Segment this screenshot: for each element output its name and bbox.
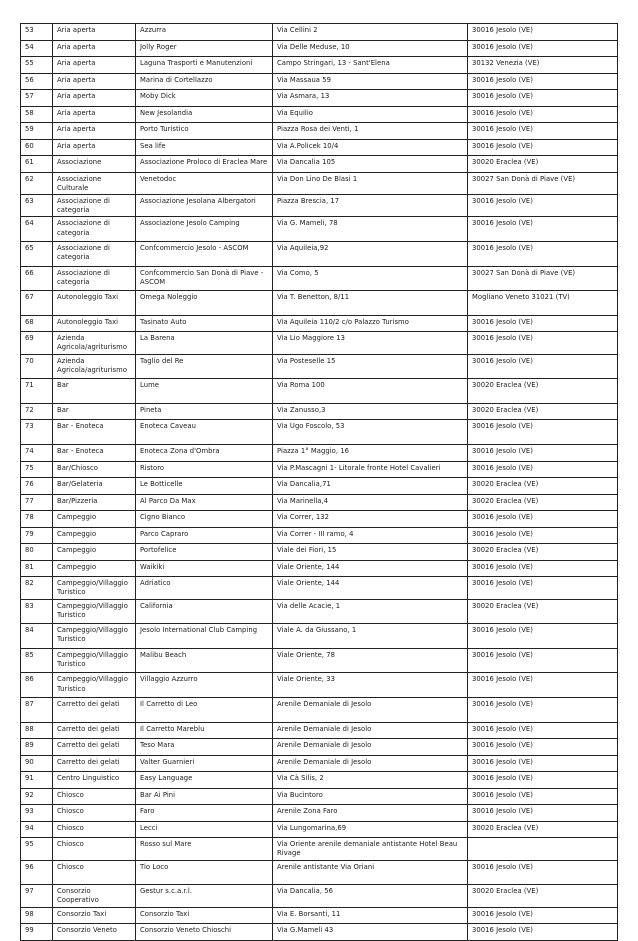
category-cell: Associazione bbox=[53, 156, 136, 173]
row-number-cell: 80 bbox=[21, 544, 53, 561]
row-number-cell: 82 bbox=[21, 577, 53, 599]
name-cell: Faro bbox=[136, 805, 273, 822]
city-cell: 30020 Eraclea (VE) bbox=[468, 478, 618, 495]
row-number-cell: 56 bbox=[21, 73, 53, 90]
name-cell: Laguna Trasporti e Manutenzioni bbox=[136, 57, 273, 74]
row-number-cell: 64 bbox=[21, 217, 53, 242]
address-cell: Via Marinella,4 bbox=[273, 494, 468, 511]
name-cell: Pineta bbox=[136, 403, 273, 420]
address-cell: Via P.Mascagni 1- Litorale fronte Hotel Cavalieri bbox=[273, 461, 468, 478]
address-cell: Arenile Demaniale di Jesolo bbox=[273, 698, 468, 723]
city-cell: 30027 San Donà di Piave (VE) bbox=[468, 172, 618, 194]
category-cell: Aria aperta bbox=[53, 40, 136, 57]
row-number-cell: 55 bbox=[21, 57, 53, 74]
city-cell: 30020 Eraclea (VE) bbox=[468, 544, 618, 561]
row-number-cell: 73 bbox=[21, 420, 53, 445]
address-cell: Viale Oriente, 144 bbox=[273, 577, 468, 599]
table-row bbox=[21, 788, 618, 805]
name-cell: Bar Ai Pini bbox=[136, 788, 273, 805]
category-cell: Associazione Culturale bbox=[53, 172, 136, 194]
name-cell: Taglio del Re bbox=[136, 354, 273, 379]
table-row bbox=[21, 445, 618, 462]
city-cell bbox=[468, 838, 618, 860]
name-cell: Portofelice bbox=[136, 544, 273, 561]
table-row bbox=[21, 139, 618, 156]
address-cell: Via Delle Meduse, 10 bbox=[273, 40, 468, 57]
city-cell: 30016 Jesolo (VE) bbox=[468, 624, 618, 649]
name-cell: California bbox=[136, 599, 273, 624]
address-cell: Arenile Zona Faro bbox=[273, 805, 468, 822]
name-cell: Associazione Proloco di Eraclea Mare bbox=[136, 156, 273, 173]
name-cell: Waikiki bbox=[136, 560, 273, 577]
city-cell: 30016 Jesolo (VE) bbox=[468, 139, 618, 156]
city-cell: 30016 Jesolo (VE) bbox=[468, 241, 618, 266]
category-cell: Bar bbox=[53, 403, 136, 420]
name-cell: Venetodoc bbox=[136, 172, 273, 194]
row-number-cell: 61 bbox=[21, 156, 53, 173]
city-cell: 30016 Jesolo (VE) bbox=[468, 860, 618, 885]
name-cell: Rosso sul Mare bbox=[136, 838, 273, 860]
name-cell: Gestur s.c.a.r.l. bbox=[136, 885, 273, 907]
name-cell: Marina di Cortellazzo bbox=[136, 73, 273, 90]
row-number-cell: 60 bbox=[21, 139, 53, 156]
city-cell: 30020 Eraclea (VE) bbox=[468, 379, 618, 404]
category-cell: Campeggio bbox=[53, 527, 136, 544]
category-cell: Azienda Agricola/agriturismo bbox=[53, 332, 136, 354]
table-row bbox=[21, 90, 618, 107]
table-row bbox=[21, 461, 618, 478]
name-cell: Omega Noleggio bbox=[136, 291, 273, 316]
table-row bbox=[21, 24, 618, 41]
city-cell: Mogliano Veneto 31021 (TV) bbox=[468, 291, 618, 316]
table-row bbox=[21, 885, 618, 907]
row-number-cell: 89 bbox=[21, 739, 53, 756]
city-cell: 30016 Jesolo (VE) bbox=[468, 511, 618, 528]
category-cell: Chiosco bbox=[53, 838, 136, 860]
table-row bbox=[21, 354, 618, 379]
row-number-cell: 93 bbox=[21, 805, 53, 822]
row-number-cell: 69 bbox=[21, 332, 53, 354]
table-row bbox=[21, 577, 618, 599]
address-cell: Arenile Demaniale di Jesolo bbox=[273, 722, 468, 739]
name-cell: Consorzio Taxi bbox=[136, 907, 273, 924]
address-cell: Via Zanusso,3 bbox=[273, 403, 468, 420]
table-row bbox=[21, 924, 618, 941]
category-cell: Centro Linguistico bbox=[53, 772, 136, 789]
table-row bbox=[21, 511, 618, 528]
table-row bbox=[21, 821, 618, 838]
category-cell: Aria aperta bbox=[53, 123, 136, 140]
table-row bbox=[21, 599, 618, 624]
city-cell: 30016 Jesolo (VE) bbox=[468, 354, 618, 379]
address-cell: Piazza Rosa dei Venti, 1 bbox=[273, 123, 468, 140]
name-cell: Malibu Beach bbox=[136, 648, 273, 673]
table-row bbox=[21, 156, 618, 173]
city-cell: 30020 Eraclea (VE) bbox=[468, 821, 618, 838]
row-number-cell: 71 bbox=[21, 379, 53, 404]
name-cell: Valter Guarnieri bbox=[136, 755, 273, 772]
address-cell: Via E. Borsanti, 11 bbox=[273, 907, 468, 924]
city-cell: 30020 Eraclea (VE) bbox=[468, 156, 618, 173]
row-number-cell: 86 bbox=[21, 673, 53, 698]
table-row bbox=[21, 544, 618, 561]
row-number-cell: 77 bbox=[21, 494, 53, 511]
table-row bbox=[21, 907, 618, 924]
table-row bbox=[21, 838, 618, 860]
row-number-cell: 67 bbox=[21, 291, 53, 316]
row-number-cell: 85 bbox=[21, 648, 53, 673]
name-cell: Cigno Bianco bbox=[136, 511, 273, 528]
row-number-cell: 92 bbox=[21, 788, 53, 805]
name-cell: Confcommercio Jesolo - ASCOM bbox=[136, 241, 273, 266]
name-cell: Enoteca Caveau bbox=[136, 420, 273, 445]
name-cell: Moby Dick bbox=[136, 90, 273, 107]
category-cell: Carretto dei gelati bbox=[53, 755, 136, 772]
address-cell: Arenile Demaniale di Jesolo bbox=[273, 755, 468, 772]
name-cell: Al Parco Da Max bbox=[136, 494, 273, 511]
city-cell: 30016 Jesolo (VE) bbox=[468, 755, 618, 772]
city-cell: 30016 Jesolo (VE) bbox=[468, 560, 618, 577]
category-cell: Bar - Enoteca bbox=[53, 420, 136, 445]
city-cell: 30016 Jesolo (VE) bbox=[468, 739, 618, 756]
address-cell: Viale Oriente, 33 bbox=[273, 673, 468, 698]
row-number-cell: 53 bbox=[21, 24, 53, 41]
name-cell: Tasinato Auto bbox=[136, 315, 273, 332]
category-cell: Campeggio bbox=[53, 511, 136, 528]
row-number-cell: 70 bbox=[21, 354, 53, 379]
address-cell: Via Asmara, 13 bbox=[273, 90, 468, 107]
table-row bbox=[21, 57, 618, 74]
category-cell: Aria aperta bbox=[53, 139, 136, 156]
city-cell: 30020 Eraclea (VE) bbox=[468, 403, 618, 420]
category-cell: Aria aperta bbox=[53, 106, 136, 123]
city-cell: 30016 Jesolo (VE) bbox=[468, 332, 618, 354]
category-cell: Campeggio/Villaggio Turistico bbox=[53, 673, 136, 698]
row-number-cell: 63 bbox=[21, 194, 53, 216]
table-row bbox=[21, 494, 618, 511]
city-cell: 30016 Jesolo (VE) bbox=[468, 106, 618, 123]
name-cell: Le Botticelle bbox=[136, 478, 273, 495]
row-number-cell: 99 bbox=[21, 924, 53, 941]
address-cell: Via Ugo Foscolo, 53 bbox=[273, 420, 468, 445]
city-cell: 30020 Eraclea (VE) bbox=[468, 494, 618, 511]
category-cell: Campeggio/Villaggio Turistico bbox=[53, 624, 136, 649]
name-cell: Porto Turistico bbox=[136, 123, 273, 140]
name-cell: La Barena bbox=[136, 332, 273, 354]
row-number-cell: 78 bbox=[21, 511, 53, 528]
city-cell: 30016 Jesolo (VE) bbox=[468, 90, 618, 107]
name-cell: Tio Loco bbox=[136, 860, 273, 885]
row-number-cell: 95 bbox=[21, 838, 53, 860]
table-row bbox=[21, 420, 618, 445]
row-number-cell: 96 bbox=[21, 860, 53, 885]
city-cell: 30016 Jesolo (VE) bbox=[468, 40, 618, 57]
category-cell: Aria aperta bbox=[53, 90, 136, 107]
address-cell: Arenile Demaniale di Jesolo bbox=[273, 739, 468, 756]
directory-table-body bbox=[21, 24, 618, 941]
category-cell: Aria aperta bbox=[53, 73, 136, 90]
address-cell: Via Como, 5 bbox=[273, 266, 468, 291]
row-number-cell: 87 bbox=[21, 698, 53, 723]
table-row bbox=[21, 739, 618, 756]
category-cell: Bar bbox=[53, 379, 136, 404]
name-cell: Jolly Roger bbox=[136, 40, 273, 57]
name-cell: Consorzio Veneto Chioschi bbox=[136, 924, 273, 941]
address-cell: Via G. Mameli, 78 bbox=[273, 217, 468, 242]
row-number-cell: 81 bbox=[21, 560, 53, 577]
address-cell: Via Posteselle 15 bbox=[273, 354, 468, 379]
category-cell: Campeggio/Villaggio Turistico bbox=[53, 577, 136, 599]
city-cell: 30016 Jesolo (VE) bbox=[468, 722, 618, 739]
city-cell: 30016 Jesolo (VE) bbox=[468, 315, 618, 332]
name-cell: Ristoro bbox=[136, 461, 273, 478]
city-cell: 30016 Jesolo (VE) bbox=[468, 698, 618, 723]
city-cell: 30016 Jesolo (VE) bbox=[468, 788, 618, 805]
name-cell: Sea life bbox=[136, 139, 273, 156]
name-cell: Jesolo International Club Camping bbox=[136, 624, 273, 649]
table-row bbox=[21, 172, 618, 194]
city-cell: 30016 Jesolo (VE) bbox=[468, 673, 618, 698]
row-number-cell: 58 bbox=[21, 106, 53, 123]
table-row bbox=[21, 698, 618, 723]
address-cell: Via Dancalia, 56 bbox=[273, 885, 468, 907]
address-cell: Via Oriente arenile demaniale antistante Hotel Beau Rivage bbox=[273, 838, 468, 860]
row-number-cell: 65 bbox=[21, 241, 53, 266]
table-row bbox=[21, 73, 618, 90]
category-cell: Autonoleggio Taxi bbox=[53, 291, 136, 316]
category-cell: Autonoleggio Taxi bbox=[53, 315, 136, 332]
category-cell: Associazione di categoria bbox=[53, 266, 136, 291]
name-cell: Adriatico bbox=[136, 577, 273, 599]
address-cell: Arenile antistante Via Oriani bbox=[273, 860, 468, 885]
city-cell: 30016 Jesolo (VE) bbox=[468, 123, 618, 140]
city-cell: 30016 Jesolo (VE) bbox=[468, 420, 618, 445]
address-cell: Via Massaua 59 bbox=[273, 73, 468, 90]
address-cell: Campo Stringari, 13 - Sant'Elena bbox=[273, 57, 468, 74]
name-cell: Associazione Jesolo Camping bbox=[136, 217, 273, 242]
row-number-cell: 66 bbox=[21, 266, 53, 291]
category-cell: Chiosco bbox=[53, 821, 136, 838]
row-number-cell: 79 bbox=[21, 527, 53, 544]
name-cell: Azzurra bbox=[136, 24, 273, 41]
address-cell: Via Aquileia 110/2 c/o Palazzo Turismo bbox=[273, 315, 468, 332]
address-cell: Via Correr, 132 bbox=[273, 511, 468, 528]
address-cell: Via Lungomarina,69 bbox=[273, 821, 468, 838]
category-cell: Consorzio Cooperativo bbox=[53, 885, 136, 907]
table-row bbox=[21, 379, 618, 404]
table-row bbox=[21, 478, 618, 495]
table-row bbox=[21, 403, 618, 420]
address-cell: Via Bucintoro bbox=[273, 788, 468, 805]
name-cell: Villaggio Azzurro bbox=[136, 673, 273, 698]
city-cell: 30016 Jesolo (VE) bbox=[468, 445, 618, 462]
address-cell: Viale Oriente, 78 bbox=[273, 648, 468, 673]
address-cell: Via Don Lino De Blasi 1 bbox=[273, 172, 468, 194]
category-cell: Aria aperta bbox=[53, 57, 136, 74]
city-cell: 30132 Venezia (VE) bbox=[468, 57, 618, 74]
city-cell: 30016 Jesolo (VE) bbox=[468, 772, 618, 789]
category-cell: Associazione di categoria bbox=[53, 217, 136, 242]
address-cell: Via Cà Silis, 2 bbox=[273, 772, 468, 789]
row-number-cell: 94 bbox=[21, 821, 53, 838]
category-cell: Azienda Agricola/agriturismo bbox=[53, 354, 136, 379]
table-row bbox=[21, 266, 618, 291]
address-cell: Via Correr - III ramo, 4 bbox=[273, 527, 468, 544]
category-cell: Bar/Chiosco bbox=[53, 461, 136, 478]
city-cell: 30016 Jesolo (VE) bbox=[468, 907, 618, 924]
category-cell: Aria aperta bbox=[53, 24, 136, 41]
table-row bbox=[21, 722, 618, 739]
name-cell: Il Carretto Mareblu bbox=[136, 722, 273, 739]
category-cell: Bar - Enoteca bbox=[53, 445, 136, 462]
name-cell: New Jesolandia bbox=[136, 106, 273, 123]
name-cell: Associazione Jesolana Albergatori bbox=[136, 194, 273, 216]
address-cell: Piazza 1° Maggio, 16 bbox=[273, 445, 468, 462]
row-number-cell: 54 bbox=[21, 40, 53, 57]
row-number-cell: 84 bbox=[21, 624, 53, 649]
name-cell: Lecci bbox=[136, 821, 273, 838]
table-row bbox=[21, 123, 618, 140]
address-cell: Via G.Mameli 43 bbox=[273, 924, 468, 941]
city-cell: 30016 Jesolo (VE) bbox=[468, 527, 618, 544]
address-cell: Via Dancalia,71 bbox=[273, 478, 468, 495]
directory-table bbox=[20, 23, 618, 941]
address-cell: Viale A. da Giussano, 1 bbox=[273, 624, 468, 649]
category-cell: Carretto dei gelati bbox=[53, 722, 136, 739]
city-cell: 30016 Jesolo (VE) bbox=[468, 648, 618, 673]
category-cell: Bar/Gelateria bbox=[53, 478, 136, 495]
city-cell: 30016 Jesolo (VE) bbox=[468, 194, 618, 216]
name-cell: Il Carretto di Leo bbox=[136, 698, 273, 723]
address-cell: Via Roma 100 bbox=[273, 379, 468, 404]
city-cell: 30020 Eraclea (VE) bbox=[468, 885, 618, 907]
category-cell: Chiosco bbox=[53, 788, 136, 805]
name-cell: Enoteca Zona d'Ombra bbox=[136, 445, 273, 462]
row-number-cell: 62 bbox=[21, 172, 53, 194]
category-cell: Consorzio Taxi bbox=[53, 907, 136, 924]
category-cell: Carretto dei gelati bbox=[53, 698, 136, 723]
city-cell: 30016 Jesolo (VE) bbox=[468, 73, 618, 90]
table-row bbox=[21, 673, 618, 698]
table-row bbox=[21, 241, 618, 266]
address-cell: Via T. Benetton, 8/11 bbox=[273, 291, 468, 316]
address-cell: Via Dancalia 105 bbox=[273, 156, 468, 173]
row-number-cell: 97 bbox=[21, 885, 53, 907]
category-cell: Campeggio bbox=[53, 544, 136, 561]
table-row bbox=[21, 772, 618, 789]
name-cell: Teso Mara bbox=[136, 739, 273, 756]
category-cell: Associazione di categoria bbox=[53, 241, 136, 266]
category-cell: Campeggio bbox=[53, 560, 136, 577]
row-number-cell: 76 bbox=[21, 478, 53, 495]
row-number-cell: 88 bbox=[21, 722, 53, 739]
address-cell: Piazza Brescia, 17 bbox=[273, 194, 468, 216]
category-cell: Chiosco bbox=[53, 860, 136, 885]
category-cell: Bar/Pizzeria bbox=[53, 494, 136, 511]
table-row bbox=[21, 860, 618, 885]
city-cell: 30016 Jesolo (VE) bbox=[468, 924, 618, 941]
address-cell: Via Lio Maggiore 13 bbox=[273, 332, 468, 354]
city-cell: 30016 Jesolo (VE) bbox=[468, 24, 618, 41]
address-cell: Via A.Policek 10/4 bbox=[273, 139, 468, 156]
row-number-cell: 68 bbox=[21, 315, 53, 332]
city-cell: 30016 Jesolo (VE) bbox=[468, 217, 618, 242]
table-row bbox=[21, 560, 618, 577]
name-cell: Confcommercio San Donà di Piave - ASCOM bbox=[136, 266, 273, 291]
city-cell: 30016 Jesolo (VE) bbox=[468, 805, 618, 822]
name-cell: Lume bbox=[136, 379, 273, 404]
table-row bbox=[21, 106, 618, 123]
address-cell: Viale Oriente, 144 bbox=[273, 560, 468, 577]
table-row bbox=[21, 624, 618, 649]
table-row bbox=[21, 194, 618, 216]
table-row bbox=[21, 291, 618, 316]
row-number-cell: 57 bbox=[21, 90, 53, 107]
table-row bbox=[21, 527, 618, 544]
table-row bbox=[21, 332, 618, 354]
category-cell: Carretto dei gelati bbox=[53, 739, 136, 756]
row-number-cell: 91 bbox=[21, 772, 53, 789]
table-row bbox=[21, 40, 618, 57]
city-cell: 30020 Eraclea (VE) bbox=[468, 599, 618, 624]
category-cell: Consorzio Veneto bbox=[53, 924, 136, 941]
city-cell: 30016 Jesolo (VE) bbox=[468, 577, 618, 599]
name-cell: Easy Language bbox=[136, 772, 273, 789]
row-number-cell: 59 bbox=[21, 123, 53, 140]
table-row bbox=[21, 755, 618, 772]
address-cell: Via Aquileia,92 bbox=[273, 241, 468, 266]
category-cell: Associazione di categoria bbox=[53, 194, 136, 216]
category-cell: Campeggio/Villaggio Turistico bbox=[53, 599, 136, 624]
row-number-cell: 98 bbox=[21, 907, 53, 924]
table-row bbox=[21, 315, 618, 332]
row-number-cell: 74 bbox=[21, 445, 53, 462]
city-cell: 30016 Jesolo (VE) bbox=[468, 461, 618, 478]
address-cell: Via Equilio bbox=[273, 106, 468, 123]
row-number-cell: 72 bbox=[21, 403, 53, 420]
table-row bbox=[21, 217, 618, 242]
table-row bbox=[21, 648, 618, 673]
table-row bbox=[21, 805, 618, 822]
category-cell: Campeggio/Villaggio Turistico bbox=[53, 648, 136, 673]
row-number-cell: 75 bbox=[21, 461, 53, 478]
address-cell: Viale dei Fiori, 15 bbox=[273, 544, 468, 561]
city-cell: 30027 San Donà di Piave (VE) bbox=[468, 266, 618, 291]
row-number-cell: 83 bbox=[21, 599, 53, 624]
category-cell: Chiosco bbox=[53, 805, 136, 822]
address-cell: Via Cellini 2 bbox=[273, 24, 468, 41]
row-number-cell: 90 bbox=[21, 755, 53, 772]
name-cell: Parco Capraro bbox=[136, 527, 273, 544]
address-cell: Via delle Acacie, 1 bbox=[273, 599, 468, 624]
